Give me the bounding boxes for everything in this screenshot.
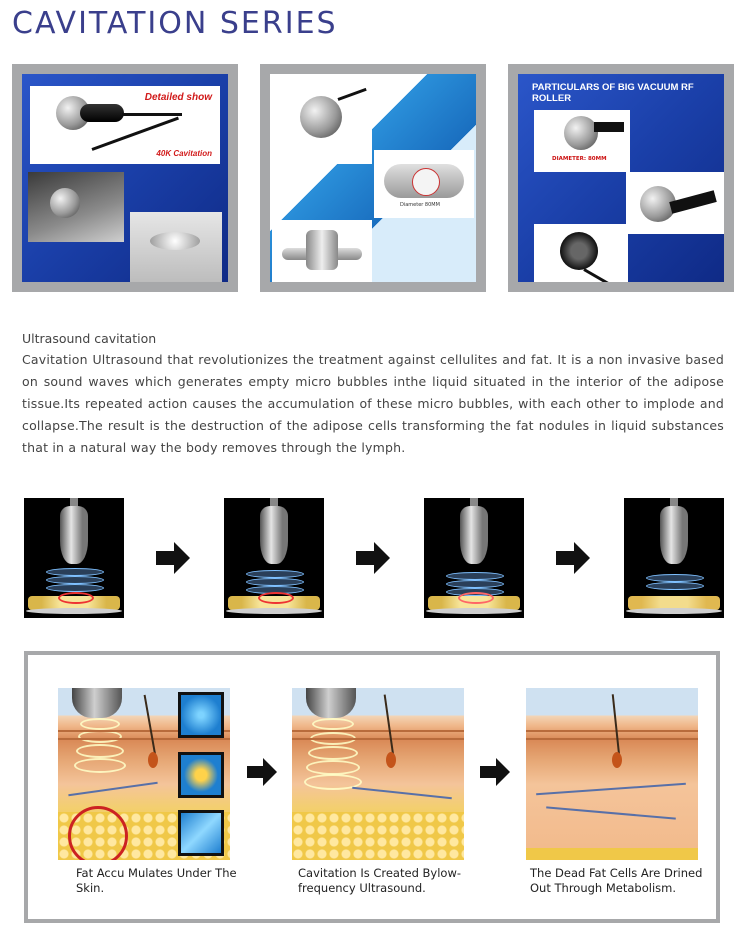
panel-title: PARTICULARS OF BIG VACUUM RF ROLLER [532,82,694,104]
product-photo-roller-3 [534,224,628,282]
cavitation-sequence-frame-3 [424,498,524,618]
panel-background [270,74,476,282]
product-photo-roller-1 [534,110,630,172]
panel-background [22,74,228,282]
process-caption-2: Cavitation Is Created Bylow-frequency Ultrasound. [298,866,462,895]
focus-ring [458,592,494,604]
product-photo-roller-2 [626,172,724,234]
caption-diameter: Diameter 80MM [400,202,440,208]
product-photo-in-use [28,172,124,242]
cable-line [122,113,182,116]
product-photo-machine [130,212,222,282]
process-caption-1: Fat Accu Mulates Under The Skin. [76,866,237,895]
process-illustration-3 [526,688,698,860]
cavitation-head-icon [50,188,80,218]
process-caption-3: The Dead Fat Cells Are Drined Out Through Metabolism. [530,866,703,895]
focus-ring [58,592,94,604]
arrow-right-icon [556,542,590,574]
product-photo-head-1 [272,76,372,164]
roller-handle [669,190,717,213]
device-tray [150,232,200,250]
caption-40k-cavitation: 40K Cavitation [156,149,212,158]
arrow-right-icon [480,758,510,786]
ultrasound-probe-icon [306,688,356,718]
panel-background [518,74,724,282]
fat-cells [292,812,464,860]
product-panel-rf-heads [260,64,486,292]
product-photo-head-3 [272,220,372,282]
ultrasound-probe-icon [460,506,488,564]
ultrasound-probe-icon [660,506,688,564]
arrow-right-icon [356,542,390,574]
ultrasound-probe-icon [72,688,122,718]
process-illustration-2 [292,688,464,860]
ultrasound-probe-icon [60,506,88,564]
cavitation-sequence-frame-1 [24,498,124,618]
cable-line [337,88,366,101]
fat-cell-inset-2 [178,752,224,798]
page-title: CAVITATION SERIES [12,6,338,41]
arrow-right-icon [247,758,277,786]
fat-cells [526,848,698,860]
vacuum-roller-icon [560,232,598,270]
rf-head-icon [300,96,342,138]
rf-plate-icon [384,164,464,198]
caption-detailed-show: Detailed show [144,92,212,103]
cavitation-sequence-frame-4 [624,498,724,618]
ultrasound-probe-icon [260,506,288,564]
cavitation-sequence-frame-2 [224,498,324,618]
vacuum-roller-icon [564,116,598,150]
rf-head-icon [306,230,338,270]
caption-diameter: DIAMETER: 80MM [552,156,607,162]
section-heading: Ultrasound cavitation [22,331,157,346]
product-photo-head-2 [374,150,474,218]
product-panel-cavitation-handle [12,64,238,292]
product-panel-vacuum-roller [508,64,734,292]
target-icon [412,168,440,196]
cable-line [583,268,610,282]
roller-handle [594,122,624,132]
arrow-right-icon [156,542,190,574]
section-body-text: Cavitation Ultrasound that revolutionizes the treatment against cellulites and fat. It is a non invasive based on sound waves which generates empty micro bubbles inthe liquid situated in the interior of the adipose tissue.Its repeated action causes the accumulation of these micro bubbles, with each other to implode and collapse.The result is the destruction of the adipose cells transforming the fat nodules in liquid substances that in a natural way the body removes through the lymph. [22,352,724,455]
focus-ring [258,592,294,604]
handle-body [80,104,124,122]
highlight-circle [68,806,128,860]
product-photo-detailed [30,86,220,164]
fat-cell-inset-3 [178,810,224,856]
fat-cell-inset-1 [178,692,224,738]
